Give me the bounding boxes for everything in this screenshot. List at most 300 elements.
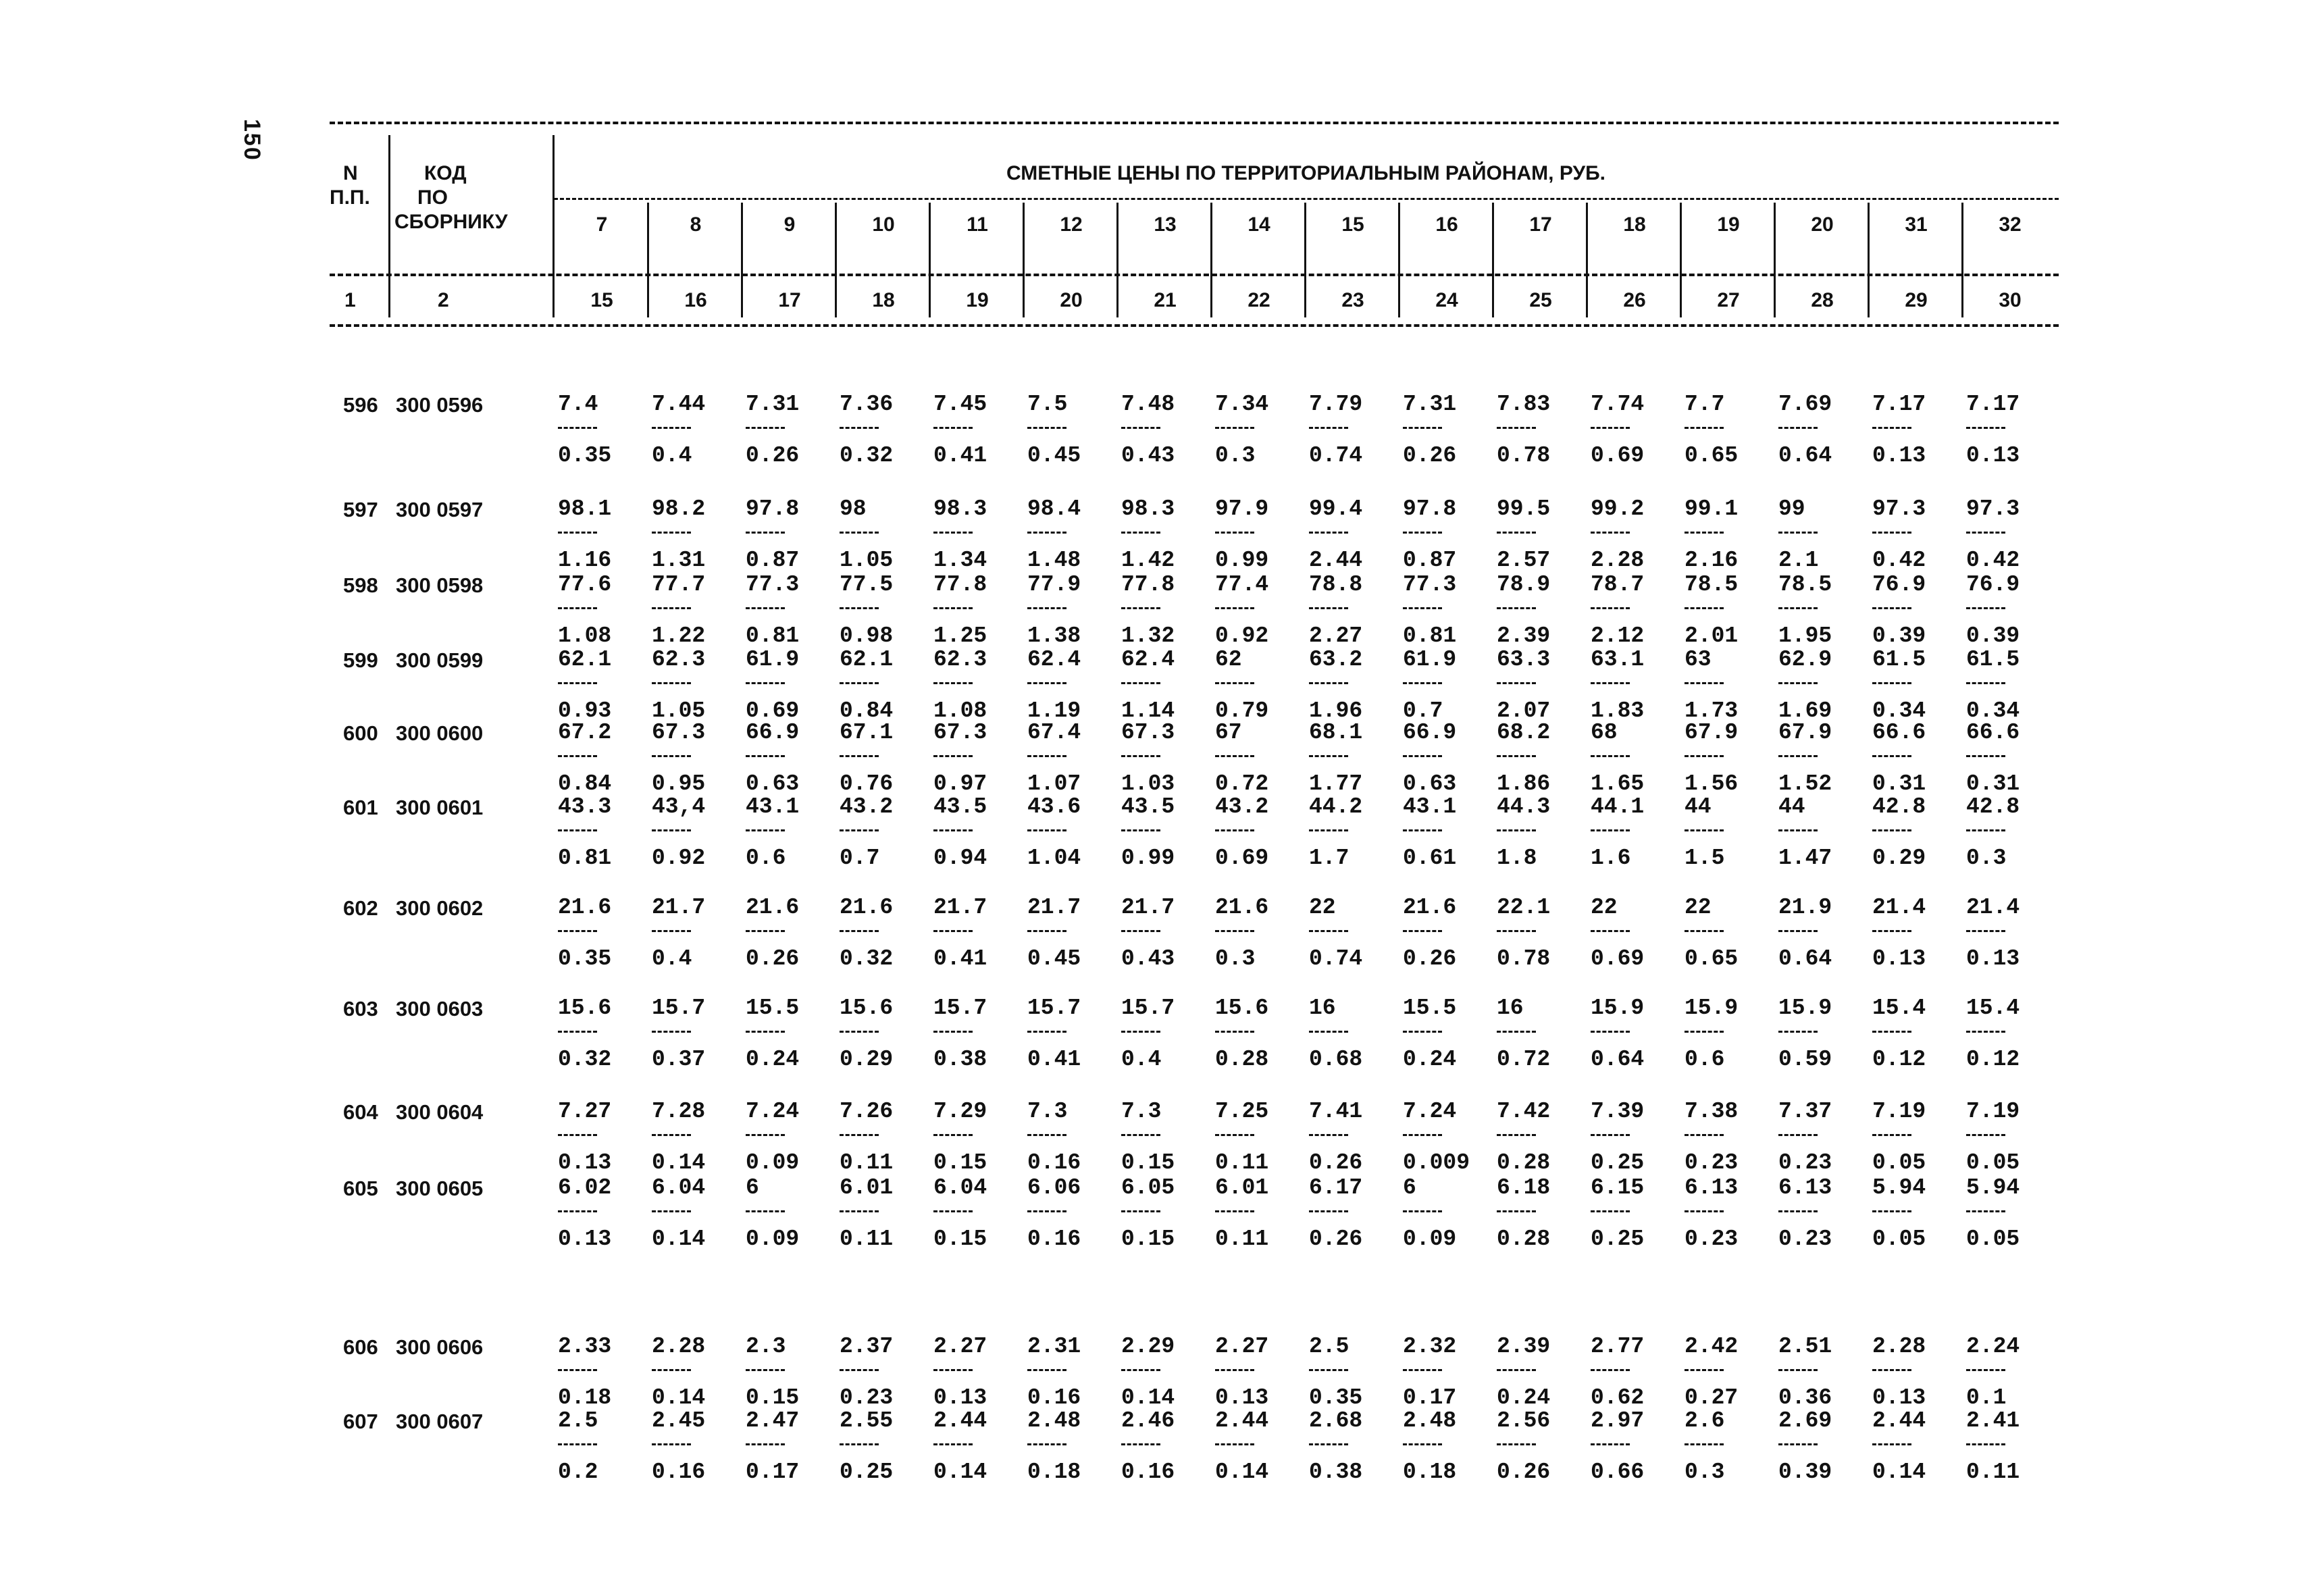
price-value: 43,4 [652,794,706,819]
price-value: 68.2 [1497,720,1551,745]
price-value: 2.44 [1872,1408,1926,1433]
price-value: 15.7 [1027,996,1081,1021]
fraction-bar [1778,1210,1818,1212]
price-value: 6.02 [558,1175,612,1200]
region-separator [1304,203,1306,317]
fraction-bar [1309,1210,1348,1212]
price-subvalue: 0.59 [1778,1047,1832,1072]
fraction-bar [1966,427,2005,429]
price-subvalue: 0.45 [1027,443,1081,468]
price-value: 2.28 [1872,1334,1926,1359]
price-value: 62.3 [652,647,706,672]
fraction-bar [1215,755,1254,757]
price-subvalue: 0.99 [1121,846,1175,871]
price-value: 22 [1591,895,1618,920]
price-subvalue: 1.07 [1027,771,1081,796]
region-separator [741,203,743,317]
price-value: 2.5 [558,1408,598,1433]
region-number: 32 [1999,213,2022,236]
price-value: 7.42 [1497,1099,1551,1124]
fraction-bar [1215,1443,1254,1445]
price-subvalue: 1.65 [1591,771,1645,796]
price-subvalue: 1.03 [1121,771,1175,796]
price-subvalue: 1.38 [1027,623,1081,648]
row-number: 603 [343,997,378,1021]
price-subvalue: 0.64 [1778,946,1832,971]
price-subvalue: 0.26 [1403,946,1457,971]
price-subvalue: 0.28 [1215,1047,1269,1072]
price-subvalue: 1.14 [1121,698,1175,723]
price-subvalue: 1.19 [1027,698,1081,723]
fraction-bar [1778,755,1818,757]
row-number: 604 [343,1100,378,1124]
price-value: 78.7 [1591,572,1645,597]
fraction-bar [1591,829,1630,831]
price-subvalue: 2.12 [1591,623,1645,648]
region-number: 11 [967,213,988,236]
price-value: 6.13 [1685,1175,1739,1200]
price-subvalue: 0.41 [933,946,987,971]
fraction-bar [933,1443,973,1445]
price-value: 61.5 [1966,647,2020,672]
fraction-bar [1966,607,2005,609]
price-value: 7.4 [558,392,598,417]
price-value: 77.9 [1027,572,1081,597]
price-subvalue: 0.65 [1685,946,1739,971]
separator-np [388,135,390,317]
price-value: 15.4 [1966,996,2020,1021]
price-subvalue: 0.97 [933,771,987,796]
price-value: 2.27 [1215,1334,1269,1359]
fraction-bar [1685,607,1724,609]
price-value: 63.1 [1591,647,1645,672]
region-separator [1398,203,1400,317]
fraction-bar [1497,1443,1536,1445]
price-value: 7.24 [746,1099,800,1124]
price-value: 21.9 [1778,895,1832,920]
fraction-bar [1778,427,1818,429]
price-value: 67.3 [652,720,706,745]
price-subvalue: 0.23 [1685,1227,1739,1252]
price-value: 76.9 [1872,572,1926,597]
price-value: 2.33 [558,1334,612,1359]
price-subvalue: 0.69 [1591,946,1645,971]
row-code: 300 0599 [396,648,484,672]
price-subvalue: 0.09 [746,1227,800,1252]
fraction-bar [1027,532,1066,534]
price-subvalue: 0.15 [933,1227,987,1252]
price-subvalue: 1.7 [1309,846,1349,871]
price-subvalue: 0.69 [746,698,800,723]
fraction-bar [1966,755,2005,757]
price-value: 7.74 [1591,392,1645,417]
code-label: КОД [424,162,467,184]
price-value: 6 [1403,1175,1416,1200]
price-value: 67 [1215,720,1242,745]
price-subvalue: 0.11 [1215,1227,1269,1252]
region-number: 15 [1341,213,1364,236]
region-separator [1961,203,1963,317]
price-subvalue: 0.18 [558,1385,612,1410]
region-number: 31 [1905,213,1928,236]
price-subvalue: 0.11 [1966,1460,2020,1485]
price-subvalue: 0.37 [652,1047,706,1072]
fraction-bar [746,1369,785,1371]
row-number: 602 [343,896,378,920]
price-value: 7.44 [652,392,706,417]
price-value: 97.8 [746,496,800,521]
price-subvalue: 0.38 [933,1047,987,1072]
fraction-bar [746,1210,785,1212]
price-subvalue: 0.18 [1403,1460,1457,1485]
price-subvalue: 1.05 [652,698,706,723]
row-number: 607 [343,1410,378,1433]
price-value: 6.18 [1497,1175,1551,1200]
fraction-bar [933,682,973,684]
fraction-bar [1403,1210,1442,1212]
fraction-bar [840,1031,879,1033]
price-subvalue: 0.16 [1027,1227,1081,1252]
fraction-bar [1966,1210,2005,1212]
fraction-bar [1685,1210,1724,1212]
price-value: 21.4 [1966,895,2020,920]
price-value: 7.26 [840,1099,894,1124]
price-value: 43.2 [1215,794,1269,819]
fraction-bar [1121,930,1160,932]
price-value: 98 [840,496,867,521]
fraction-bar [1309,829,1348,831]
fraction-bar [840,1369,879,1371]
fraction-bar [1121,427,1160,429]
column-index: 25 [1529,289,1552,311]
fraction-bar [1591,1443,1630,1445]
price-subvalue: 1.08 [558,623,612,648]
price-subvalue: 0.14 [1215,1460,1269,1485]
price-value: 76.9 [1966,572,2020,597]
price-subvalue: 0.64 [1591,1047,1645,1072]
fraction-bar [1966,1134,2005,1136]
fraction-bar [1121,1031,1160,1033]
price-value: 22 [1309,895,1336,920]
region-number: 12 [1060,213,1083,236]
price-subvalue: 0.11 [840,1227,894,1252]
fraction-bar [1497,532,1536,534]
price-value: 99.2 [1591,496,1645,521]
price-subvalue: 0.74 [1309,946,1363,971]
price-subvalue: 0.63 [1403,771,1457,796]
fraction-bar [1215,1210,1254,1212]
fraction-bar [1027,427,1066,429]
fraction-bar [1121,532,1160,534]
price-subvalue: 0.12 [1966,1047,2020,1072]
price-value: 2.77 [1591,1334,1645,1359]
price-subvalue: 0.93 [558,698,612,723]
price-subvalue: 0.64 [1778,443,1832,468]
price-value: 7.69 [1778,392,1832,417]
region-separator [1680,203,1682,317]
column-index: 27 [1717,289,1740,311]
price-subvalue: 0.65 [1685,443,1739,468]
fraction-bar [1121,1369,1160,1371]
fraction-bar [1027,682,1066,684]
price-value: 63 [1685,647,1712,672]
fraction-bar [1591,1369,1630,1371]
fraction-bar [1497,1210,1536,1212]
price-subvalue: 0.32 [840,946,894,971]
price-value: 97.3 [1872,496,1926,521]
row-number: 599 [343,648,378,672]
fraction-bar [1121,1443,1160,1445]
price-subvalue: 0.7 [1403,698,1443,723]
price-subvalue: 1.77 [1309,771,1363,796]
price-subvalue: 0.11 [840,1150,894,1175]
fraction-bar [1685,1134,1724,1136]
price-value: 7.5 [1027,392,1068,417]
fraction-bar [1872,755,1911,757]
price-subvalue: 1.05 [840,548,894,573]
price-subvalue: 0.34 [1872,698,1926,723]
fraction-bar [1591,755,1630,757]
fraction-bar [746,1031,785,1033]
price-subvalue: 0.72 [1215,771,1269,796]
fraction-bar [1403,930,1442,932]
price-subvalue: 0.2 [558,1460,598,1485]
price-value: 16 [1497,996,1524,1021]
fraction-bar [840,682,879,684]
price-value: 2.39 [1497,1334,1551,1359]
col-index-1: 1 [344,289,356,311]
fraction-bar [1778,607,1818,609]
price-subvalue: 0.18 [1027,1460,1081,1485]
price-value: 2.55 [840,1408,894,1433]
region-separator [647,203,649,317]
price-subvalue: 1.47 [1778,846,1832,871]
price-value: 44 [1685,794,1712,819]
price-subvalue: 0.79 [1215,698,1269,723]
price-value: 44.3 [1497,794,1551,819]
column-index: 24 [1435,289,1458,311]
fraction-bar [558,1210,597,1212]
price-subvalue: 0.31 [1872,771,1926,796]
fraction-bar [933,607,973,609]
price-value: 97.3 [1966,496,2020,521]
price-value: 2.46 [1121,1408,1175,1433]
fraction-bar [1591,682,1630,684]
price-subvalue: 0.14 [1872,1460,1926,1485]
fraction-bar [1309,427,1348,429]
price-value: 68.1 [1309,720,1363,745]
price-value: 7.34 [1215,392,1269,417]
price-subvalue: 0.92 [1215,623,1269,648]
fraction-bar [840,1134,879,1136]
fraction-bar [652,682,691,684]
price-subvalue: 0.69 [1591,443,1645,468]
price-subvalue: 0.25 [840,1460,894,1485]
row-code: 300 0601 [396,796,484,819]
price-subvalue: 0.39 [1872,623,1926,648]
header-title: СМЕТНЫЕ ЦЕНЫ ПО ТЕРРИТОРИАЛЬНЫМ РАЙОНАМ, РУБ. [1006,162,1606,184]
price-subvalue: 0.4 [1121,1047,1162,1072]
fraction-bar [933,1031,973,1033]
fraction-bar [1121,755,1160,757]
fraction-bar [1685,755,1724,757]
price-value: 2.48 [1027,1408,1081,1433]
price-value: 61.9 [746,647,800,672]
fraction-bar [1591,1134,1630,1136]
price-subvalue: 0.35 [558,443,612,468]
fraction-bar [558,829,597,831]
price-value: 98.1 [558,496,612,521]
price-value: 6 [746,1175,759,1200]
price-subvalue: 0.09 [746,1150,800,1175]
fraction-bar [1591,532,1630,534]
price-value: 43.3 [558,794,612,819]
fraction-bar [933,829,973,831]
fraction-bar [1309,930,1348,932]
price-subvalue: 0.6 [1685,1047,1725,1072]
fraction-bar [1497,1031,1536,1033]
price-subvalue: 0.15 [1121,1227,1175,1252]
price-value: 7.3 [1027,1099,1068,1124]
price-value: 7.25 [1215,1099,1269,1124]
price-subvalue: 0.39 [1778,1460,1832,1485]
price-subvalue: 0.68 [1309,1047,1363,1072]
price-value: 15.9 [1778,996,1832,1021]
fraction-bar [746,1443,785,1445]
fraction-bar [1778,1134,1818,1136]
fraction-bar [1778,682,1818,684]
price-subvalue: 0.23 [840,1385,894,1410]
np-label: N [343,162,358,184]
price-value: 21.6 [1215,895,1269,920]
price-value: 44 [1778,794,1805,819]
fraction-bar [1309,1031,1348,1033]
price-subvalue: 2.39 [1497,623,1551,648]
fraction-bar [558,930,597,932]
fraction-bar [1215,607,1254,609]
fraction-bar [652,930,691,932]
price-subvalue: 0.24 [1497,1385,1551,1410]
price-value: 43.5 [933,794,987,819]
price-subvalue: 0.94 [933,846,987,871]
price-subvalue: 0.26 [1309,1150,1363,1175]
price-value: 16 [1309,996,1336,1021]
fraction-bar [1497,755,1536,757]
price-subvalue: 0.81 [558,846,612,871]
fraction-bar [558,1443,597,1445]
price-value: 99 [1778,496,1805,521]
price-subvalue: 0.7 [840,846,880,871]
price-value: 2.47 [746,1408,800,1433]
fraction-bar [1309,682,1348,684]
price-value: 7.36 [840,392,894,417]
price-subvalue: 1.5 [1685,846,1725,871]
price-value: 6.06 [1027,1175,1081,1200]
fraction-bar [1685,829,1724,831]
price-subvalue: 0.28 [1497,1227,1551,1252]
price-subvalue: 0.13 [1215,1385,1269,1410]
price-subvalue: 0.74 [1309,443,1363,468]
row-code: 300 0600 [396,721,484,745]
price-subvalue: 0.6 [746,846,786,871]
fraction-bar [1121,607,1160,609]
region-number: 16 [1435,213,1458,236]
header-index-rule [330,274,2059,276]
price-value: 7.28 [652,1099,706,1124]
price-value: 2.56 [1497,1408,1551,1433]
price-value: 2.5 [1309,1334,1349,1359]
price-value: 2.44 [933,1408,987,1433]
fraction-bar [840,829,879,831]
price-value: 21.6 [746,895,800,920]
price-value: 15.6 [1215,996,1269,1021]
price-value: 78.5 [1778,572,1832,597]
header-bottom-rule [330,324,2059,327]
price-value: 15.6 [558,996,612,1021]
price-value: 15.7 [1121,996,1175,1021]
price-value: 44.2 [1309,794,1363,819]
fraction-bar [1403,829,1442,831]
price-value: 62.3 [933,647,987,672]
region-number: 8 [690,213,702,236]
price-value: 2.42 [1685,1334,1739,1359]
price-value: 62.1 [840,647,894,672]
fraction-bar [558,607,597,609]
price-subvalue: 0.41 [933,443,987,468]
price-subvalue: 0.39 [1966,623,2020,648]
fraction-bar [558,1369,597,1371]
header-top-rule [330,122,2059,124]
row-number: 601 [343,796,378,819]
fraction-bar [746,1134,785,1136]
row-code: 300 0607 [396,1410,484,1433]
price-subvalue: 2.1 [1778,548,1819,573]
price-subvalue: 2.07 [1497,698,1551,723]
price-subvalue: 0.11 [1215,1150,1269,1175]
region-number: 7 [596,213,608,236]
price-value: 7.83 [1497,392,1551,417]
fraction-bar [1966,829,2005,831]
price-subvalue: 0.26 [1309,1227,1363,1252]
price-subvalue: 0.78 [1497,946,1551,971]
fraction-bar [1403,755,1442,757]
price-subvalue: 1.04 [1027,846,1081,871]
fraction-bar [1872,532,1911,534]
fraction-bar [558,1031,597,1033]
fraction-bar [1309,755,1348,757]
price-subvalue: 0.25 [1591,1227,1645,1252]
price-value: 77.3 [746,572,800,597]
price-subvalue: 0.43 [1121,946,1175,971]
price-value: 44.1 [1591,794,1645,819]
fraction-bar [746,755,785,757]
price-value: 7.45 [933,392,987,417]
fraction-bar [933,532,973,534]
fraction-bar [1872,1031,1911,1033]
price-subvalue: 0.16 [1027,1150,1081,1175]
price-value: 15.7 [652,996,706,1021]
region-number: 20 [1811,213,1834,236]
price-subvalue: 0.26 [1497,1460,1551,1485]
price-subvalue: 2.28 [1591,548,1645,573]
fraction-bar [1027,1031,1066,1033]
fraction-bar [1121,1134,1160,1136]
fraction-bar [1591,1031,1630,1033]
fraction-bar [1497,829,1536,831]
fraction-bar [1685,427,1724,429]
code-label-3: СБОРНИКУ [394,211,508,233]
fraction-bar [1027,930,1066,932]
